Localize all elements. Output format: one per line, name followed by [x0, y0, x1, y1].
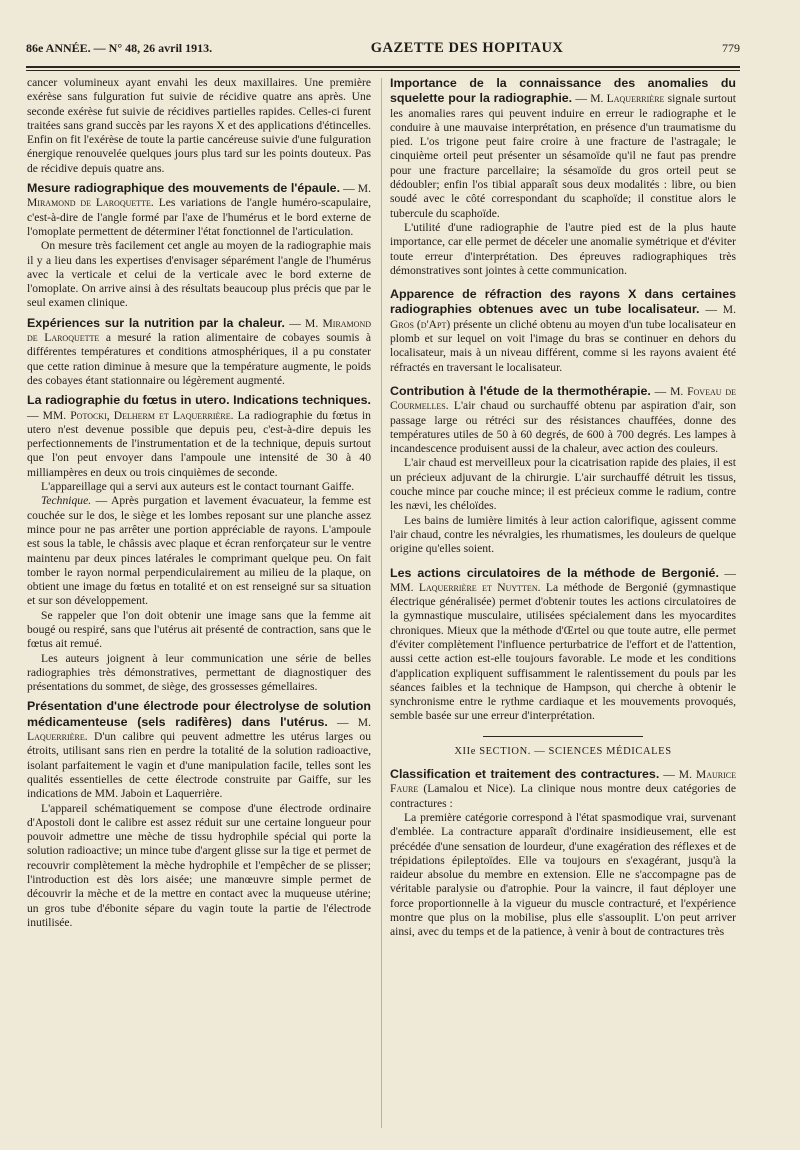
paragraph: Technique. — Après purgation et lavement évacuateur, la femme est couchée sur le dos, le siège et les lombes reposant sur une planche assez mince pour ne pas arrêter une portion appréciable de rayons. L'ampoule est sous la table, le châssis avec plaque et écran renforçateur sur le ventre maintenu par deux pinces latérales le comprimant quelque peu. On fait tomber le rayon normal perpendiculairement au milieu de la plaque, on obtient une image du fœtus en totalité et on est renseigné sur sa situation et sur son développement.	[27, 494, 371, 608]
technique-label: Technique.	[41, 494, 92, 508]
paragraph: D'un calibre qui peuvent admettre les utérus larges ou étroits, utilisant sans rien en perdre la totalité de la solution radioactive, isolant parfaitement le vagin et d'une manipulation facile, telles sont les qualités essentielles de cette électrode construite par Gaiffe, sur les indications de MM. Jaboin et Laquerrière.	[27, 730, 371, 801]
article-author: M. Gros (d'Apt)	[390, 303, 736, 331]
paragraph: Les auteurs joignent à leur communication une série de belles radiographies très démonstratives, permettant de diagnostiquer des présentations du sommet, de siège, des grossesses gémellaires.	[27, 651, 371, 694]
article-title: Contribution à l'étude de la thermothérapie.	[390, 383, 651, 398]
page-header	[26, 40, 740, 64]
paragraph: Les variations de l'angle huméro-scapulaire, c'est-à-dire de l'angle formé par l'axe de l'humérus et le bord externe de l'omoplate permettent de déterminer l'état fonctionnel de l'articulation.	[27, 196, 372, 238]
article-fetus-radiography: La radiographie du fœtus in utero. Indications techniques. — MM. Potocki, Delherm et Laquerrière. La radiographie du fœtus in utero n'est devenue possible que depuis peu, c'est-à-dire depuis les perfectionnements de l'instrumentation et de la technique, depuis surtout que l'on peut envoyer dans l'ampoule une intensité de 30 à 40 milliampères en deux ou trois cinquièmes de seconde.	[27, 393, 371, 479]
article-title: La radiographie du fœtus in utero. Indications techniques.	[27, 393, 371, 408]
paragraph: présente un cliché obtenu au moyen d'un tube localisateur en plomb et sur lequel on voit l'image du bras se continuer en dehors du localisateur, mais à un niveau différent, comme si les rayons avaient été réfractés en traversant le localisateur.	[390, 317, 736, 374]
article-author: M. Laquerrière	[590, 92, 665, 106]
paragraph: (Lamalou et Nice). La clinique nous montre deux catégories de contractures :	[390, 782, 736, 810]
paragraph: Se rappeler que l'on doit obtenir une image sans que la femme ait bougé ou respiré, sans que l'utérus ait présenté de contraction, sans que le fœtus ait remué.	[27, 608, 371, 651]
article-nutrition-heat: Expériences sur la nutrition par la chaleur. — M. Miramond de Laroquette a mesuré la ration alimentaire de cobayes soumis à différentes températures et conditions atmosphériques, il a pu constater que cette ration diminue à mesure que la température augmente, le poids des cobayes étant stationnaire ou légèrement augmenté.	[27, 315, 371, 387]
article-author: M. Maurice Faure	[390, 768, 736, 796]
paragraph: L'air chaud est merveilleux pour la cicatrisation rapide des plaies, il est un précieux adjuvant de la chirurgie. L'air surchauffé détruit les tissus, couche mince par couche mince; il est précieux comme le radium, contre les nævi, les chéloïdes.	[390, 456, 736, 513]
paragraph: La première catégorie correspond à l'état spasmodique vrai, survenant d'emblée. La contracture apparaît d'ordinaire insidieusement, elle est précédée d'une sensation de lourdeur, d'une exagération des réflexes et de trépidations épileptoïdes. Elle va toujours en s'exagérant, jusqu'à la raideur absolue du membre en extension. Elle ne s'accompagne pas de véritable paralysie ou d'atrophie. Pour la vaincre, il faut déployer une force proportionnelle à la vigueur du muscle contracturé, et l'expérience montre que plus on la mobilise, plus elle s'assouplit. L'on peut arriver ainsi, avec du temps et de la patience, à venir à bout de contractures très	[390, 810, 736, 939]
paragraph: L'air chaud ou surchauffé obtenu par aspiration d'air, son passage large ou rétréci sur des résistances chauffées, donne des températures utiles de 50 à 60 degrés, de 600 à 700 degrés. Les lampes à incandescence produisent aussi de la chaleur, avec action des couleurs.	[390, 399, 736, 456]
article-title: Importance de la connaissance des anomalies du squelette pour la radiographie.	[390, 76, 736, 106]
section-rule	[483, 736, 643, 737]
article-title: Mesure radiographique des mouvements de l'épaule.	[27, 181, 341, 196]
section-title: XIIe SECTION. — SCIENCES MÉDICALES	[454, 745, 672, 757]
paragraph: cancer volumineux ayant envahi les deux maxillaires. Une première exérèse sans fulguration fut suivie de récidive quatre ans après. Une seconde exérèse fut suivie de récidives partielles rapides. Celles-ci furent traitées sans grand succès par les rayons X et des applications d'étincelles. Enfin on fit l'exérèse de toute la partie cancéreuse suivie d'une fulguration énergique renouvelée quelques jours plus tard sur les points douteux. Pas de récidive depuis quatre ans.	[27, 76, 371, 175]
paragraph: L'utilité d'une radiographie de l'autre pied est de la plus haute importance, car elle permet de déceler une anomalie symétrique et d'éviter toute erreur d'interprétation. Des épreuves radiographiques très démonstratives sont jointes à cette communication.	[390, 220, 736, 277]
page-number: 779	[722, 41, 740, 55]
paragraph: La radiographie du fœtus in utero n'est devenue possible que depuis peu, c'est-à-dire depuis les perfectionnements de l'instrumentation et de la technique, depuis surtout que l'on peut envoyer dans l'ampoule une intensité de 30 à 40 milliampères en deux ou trois cinquièmes de seconde.	[27, 408, 371, 479]
header-rule-thin	[26, 70, 740, 71]
article-title: Classification et traitement des contractures.	[390, 767, 660, 782]
issue-info: 86e ANNÉE. — N° 48, 26 avril 1913.	[26, 41, 213, 55]
right-column	[390, 76, 736, 940]
paragraph: a mesuré la ration alimentaire de cobayes soumis à différentes températures et conditions atmosphériques, il a pu constater que cette ration diminue à mesure que la température augmente, le poids des cobayes étant stationnaire ou légèrement augmenté.	[27, 331, 371, 387]
article-author: M. Miramond de Laroquette.	[27, 182, 372, 210]
article-author: M. Miramond de Laroquette	[27, 316, 371, 345]
article-author: MM. Laquerrière et Nuytten.	[390, 580, 541, 594]
article-skeleton-anomalies: Importance de la connaissance des anomalies du squelette pour la radiographie. — M. Laquerrière signale surtout les anomalies rares qui peuvent induire en erreur le radiographe et le conduire à une mauvaise interprétation, en présence d'un traumatisme du pied. L'os trigone peut faire croire à une fracture de l'astragale; le cinquième orteil peut présenter un sésamoïde qu'il ne faut pas prendre pour une fracture parcellaire; la sésamoïde du gros orteil peut se dédoubler; enfin l'os tibial apparaît sous deux modalités : libre, ou bien soudé avec le côté correspondant du scaphoïde; il constitue alors le tubercule du scaphoïde.	[390, 76, 736, 220]
paragraph: Les bains de lumière limités à leur action calorifique, agissent comme l'air chaud, contre les névralgies, les rhumatismes, les douleurs de quelque origine qu'elles soient.	[390, 513, 736, 556]
paragraph: L'appareil schématiquement se compose d'une électrode ordinaire d'Apostoli dont le calibre est assez réduit sur une certaine longueur pour pouvoir admettre une mèche de tissu hydrophile spécial qui porte la solution radioactive; un mince tube d'argent glisse sur la tige et permet de recouvrir complètement la mèche hydrophile et l'empêcher de se plisser; l'introduction est dès lors aisée; une manœuvre simple permet de découvrir la mèche et de la mettre en contact avec la muqueuse utérine; un gros tube d'ébonite sépare du vagin toute la partie de l'électrode inutilisée.	[27, 801, 371, 929]
left-column	[27, 76, 371, 930]
article-author: MM. Potocki, Delherm et Laquerrière.	[42, 408, 234, 422]
article-title: Présentation d'une électrode pour électrolyse de solution médicamenteuse (sels radifères) dans l'utérus.	[27, 699, 371, 729]
paragraph: La méthode de Bergonié (gymnastique électrique généralisée) permet d'obtenir toutes les actions circulatoires de la gymnastique musculaire, utilisées spécialement dans les myocardites chroniques. Mieux que la méthode d'Œrtel ou que toute autre, elle permet d'éviter complètement l'influence perturbatrice de l'effort et de l'attention, aussi cette action est-elle toujours favorable. Le mode et les conditions d'application expliquent suffisamment le ralentissement du pouls par les séances faibles et la technique de Hampson, qui cherche à obtenir le synchronisme entre le rythme cardiaque et les mouvements provoqués, semble basée sur une erreur d'interprétation.	[390, 580, 736, 723]
article-title: Apparence de réfraction des rayons X dans certaines radiographies obtenues avec un tube localisateur.	[390, 287, 736, 317]
article-contractures: Classification et traitement des contractures. — M. Maurice Faure (Lamalou et Nice). La clinique nous montre deux catégories de contractures :	[390, 767, 736, 810]
article-author: M. Laquerrière.	[27, 715, 371, 744]
journal-title: GAZETTE DES HOPITAUX	[370, 40, 564, 56]
paragraph: signale surtout les anomalies rares qui peuvent induire en erreur le radiographe et le conduire à une mauvaise interprétation, en présence d'un traumatisme du pied. L'os trigone peut faire croire à une fracture de l'astragale; le cinquième orteil peut présenter un sésamoïde qu'il ne faut pas prendre pour une fracture parcellaire; la sésamoïde du gros orteil peut se dédoubler; enfin l'os tibial apparaît sous deux modalités : libre, ou bien soudé avec le côté correspondant du scaphoïde; il constitue alors le tubercule du scaphoïde.	[390, 92, 736, 220]
article-xray-refraction: Apparence de réfraction des rayons X dans certaines radiographies obtenues avec un tube localisateur. — M. Gros (d'Apt) présente un cliché obtenu au moyen d'un tube localisateur en plomb et sur lequel on voit l'image du bras se continuer en dehors du localisateur, mais à un niveau différent, comme si les rayons avaient été réfractés en traversant le localisateur.	[390, 287, 736, 374]
paragraph: L'appareillage qui a servi aux auteurs est le contact tournant Gaiffe.	[41, 480, 355, 494]
article-shoulder-measurement: Mesure radiographique des mouvements de l'épaule. — M. Miramond de Laroquette. Les variations de l'angle huméro-scapulaire, c'est-à-dire de l'angle formé par l'axe de l'humérus et le bord externe de l'omoplate permettent de déterminer l'état fonctionnel de l'articulation.	[27, 181, 372, 238]
header-rule	[26, 66, 740, 68]
column-divider	[381, 78, 382, 1128]
article-author: M. Foveau de Courmelles.	[390, 384, 736, 413]
article-thermotherapy: Contribution à l'étude de la thermothérapie. — M. Foveau de Courmelles. L'air chaud ou surchauffé obtenu par aspiration d'air, son passage large ou rétréci sur des résistances chauffées, donne des températures utiles de 50 à 60 degrés, de 600 à 700 degrés. Les lampes à incandescence produisent aussi de la chaleur, avec action des couleurs.	[390, 383, 736, 456]
article-title: Les actions circulatoires de la méthode de Bergonié.	[390, 565, 719, 580]
article-bergonie-method: Les actions circulatoires de la méthode de Bergonié. — MM. Laquerrière et Nuytten. La méthode de Bergonié (gymnastique électrique généralisée) permet d'obtenir toutes les actions circulatoires de la gymnastique musculaire, utilisées spécialement dans les myocardites chroniques. Mieux que la méthode d'Œrtel ou que toute autre, elle permet d'éviter complètement l'influence perturbatrice de l'effort et de l'attention, aussi cette action est-elle toujours favorable. Le mode et les conditions d'application expliquent suffisamment le ralentissement du pouls par les séances faibles et la technique de Hampson, qui cherche à obtenir le synchronisme entre le rythme cardiaque et les mouvements provoqués, semble basée sur une erreur d'interprétation.	[390, 565, 737, 723]
paragraph: On mesure très facilement cet angle au moyen de la radiographie mais il y a lieu dans les expertises d'envisager séparément l'angle de l'humérus avec la verticale et celui de la verticale avec le bord externe de l'omoplate. On arrive ainsi à des résultats beaucoup plus précis que par le seul examen clinique.	[27, 239, 371, 310]
article-electrode: Présentation d'une électrode pour électrolyse de solution médicamenteuse (sels radifères) dans l'utérus. — M. Laquerrière. D'un calibre qui peuvent admettre les utérus larges ou étroits, utilisant sans rien en perdre la totalité de la solution radioactive, isolant parfaitement le vagin et d'une manipulation facile, telles sont les qualités essentielles de cette électrode construite par Gaiffe, sur les indications de MM. Jaboin et Laquerrière.	[27, 699, 371, 801]
article-title: Expériences sur la nutrition par la chaleur.	[27, 315, 285, 330]
